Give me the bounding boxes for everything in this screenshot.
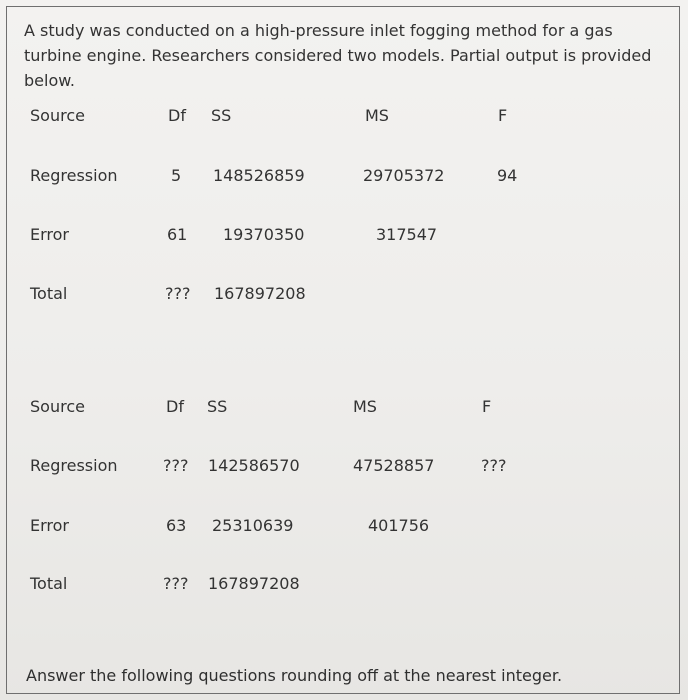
- regression-source: Regression: [30, 456, 118, 475]
- total-ss: 167897208: [214, 284, 306, 303]
- header-source: Source: [30, 397, 85, 416]
- intro-paragraph: A study was conducted on a high-pressure inlet fogging method for a gas turbine engine. Researchers considered two models. Partial output is provided below.: [24, 21, 652, 90]
- header-ss: SS: [211, 106, 232, 125]
- error-ms: 317547: [376, 225, 438, 244]
- error-source: Error: [30, 516, 69, 535]
- total-source: Total: [30, 284, 68, 303]
- total-df: ???: [165, 284, 191, 303]
- regression-f: 94: [497, 166, 518, 185]
- total-df: ???: [163, 574, 189, 593]
- error-df: 61: [167, 225, 188, 244]
- regression-source: Regression: [30, 166, 118, 185]
- page-border: [6, 6, 680, 694]
- header-df: Df: [166, 397, 184, 416]
- error-ss: 19370350: [223, 225, 305, 244]
- error-df: 63: [166, 516, 187, 535]
- regression-df: ???: [163, 456, 189, 475]
- regression-ss: 142586570: [208, 456, 300, 475]
- regression-ms: 29705372: [363, 166, 445, 185]
- header-f: F: [482, 397, 492, 416]
- total-source: Total: [30, 574, 68, 593]
- regression-ss: 148526859: [213, 166, 305, 185]
- error-source: Error: [30, 225, 69, 244]
- header-f: F: [498, 106, 508, 125]
- header-ms: MS: [365, 106, 389, 125]
- regression-df: 5: [171, 166, 182, 185]
- error-ms: 401756: [368, 516, 430, 535]
- error-ss: 25310639: [212, 516, 294, 535]
- instruction-text: Answer the following questions rounding off at the nearest integer.: [26, 666, 563, 685]
- regression-ms: 47528857: [353, 456, 435, 475]
- total-ss: 167897208: [208, 574, 300, 593]
- regression-f: ???: [481, 456, 507, 475]
- header-ms: MS: [353, 397, 377, 416]
- header-ss: SS: [207, 397, 228, 416]
- header-df: Df: [168, 106, 186, 125]
- header-source: Source: [30, 106, 85, 125]
